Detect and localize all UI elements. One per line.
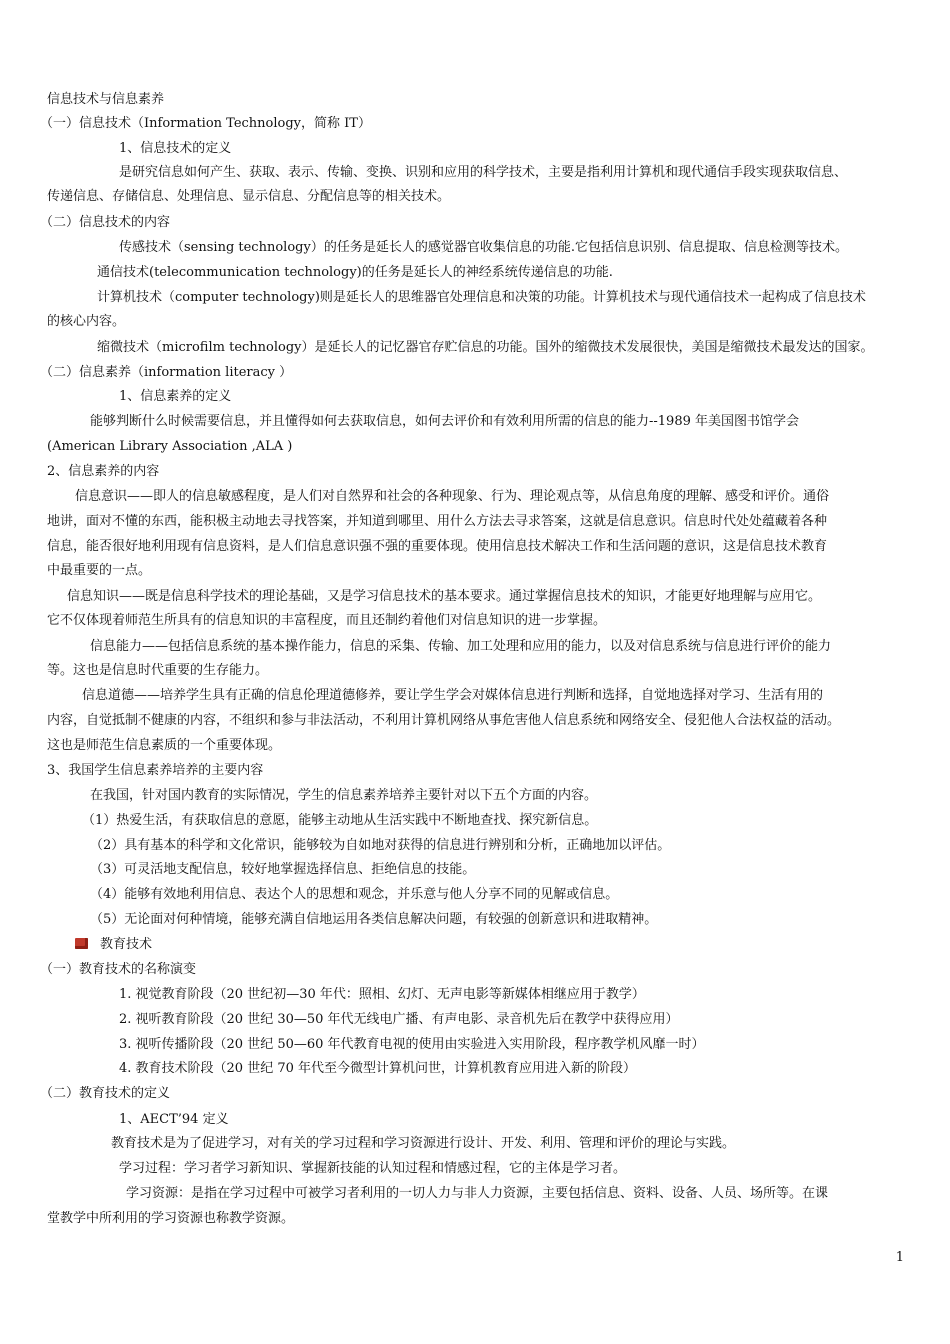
list-item: 2. 视听教育阶段（20 世纪 30—50 年代无线电广播、有声电影、录音机先后在教学中获得应用） bbox=[119, 1012, 679, 1027]
subsection-heading: 1、信息素养的定义 bbox=[119, 389, 232, 404]
list-item: 4. 教育技术阶段（20 世纪 70 年代至今微型计算机问世，计算机教育应用进入新的阶段） bbox=[119, 1061, 637, 1076]
paragraph-line: 计算机技术（computer technology)则是延长人的思维器官处理信息和决策的功能。计算机技术与现代通信技术一起构成了信息技术 bbox=[97, 290, 866, 305]
list-item: （2）具有基本的科学和文化常识，能够较为自如地对获得的信息进行辨别和分析，正确地加以评估。 bbox=[90, 838, 671, 853]
paragraph-line: 它不仅体现着师范生所具有的信息知识的丰富程度，而且还制约着他们对信息知识的进一步掌握。 bbox=[47, 613, 607, 628]
bullet-icon bbox=[75, 938, 88, 949]
paragraph-line: 传感技术（sensing technology）的任务是延长人的感觉器官收集信息的功能.它包括信息识别、信息提取、信息检测等技术。 bbox=[119, 240, 848, 255]
paragraph-line: 地讲，面对不懂的东西，能积极主动地去寻找答案，并知道到哪里、用什么方法去寻求答案，这就是信息意识。信息时代处处蕴藏着各种 bbox=[47, 514, 828, 529]
page-number: 1 bbox=[895, 1250, 904, 1265]
paragraph-line: 学习资源：是指在学习过程中可被学习者利用的一切人力与非人力资源，主要包括信息、资料、设备、人员、场所等。在课 bbox=[126, 1186, 829, 1201]
paragraph-line: 这也是师范生信息素质的一个重要体现。 bbox=[47, 738, 282, 753]
list-item: （1）热爱生活，有获取信息的意愿，能够主动地从生活实践中不断地查找、探究新信息。 bbox=[82, 813, 598, 828]
section-heading: （二）信息技术的内容 bbox=[40, 215, 171, 230]
paragraph-line: 能够判断什么时候需要信息，并且懂得如何去获取信息，如何去评价和有效利用所需的信息的能力--1989 年美国图书馆学会 bbox=[90, 414, 800, 429]
paragraph-line: 通信技术(telecommunication technology)的任务是延长人的神经系统传递信息的功能. bbox=[97, 265, 613, 280]
subsection-heading: 3、我国学生信息素养培养的主要内容 bbox=[47, 763, 264, 778]
list-item: （4）能够有效地利用信息、表达个人的思想和观念，并乐意与他人分享不同的见解或信息。 bbox=[90, 887, 619, 902]
list-item: （3）可灵活地支配信息，较好地掌握选择信息、拒绝信息的技能。 bbox=[90, 862, 476, 877]
section-heading: （二）信息素养（information literacy ） bbox=[40, 365, 293, 380]
paragraph-line: 内容，自觉抵制不健康的内容，不组织和参与非法活动，不利用计算机网络从事危害他人信息系统和网络安全、侵犯他人合法权益的活动。 bbox=[47, 713, 841, 728]
section-title-row bbox=[75, 933, 905, 957]
list-item: 1. 视觉教育阶段（20 世纪初—30 年代：照相、幻灯、无声电影等新媒体相继应用于教学） bbox=[119, 987, 645, 1002]
paragraph-line: 教育技术是为了促进学习，对有关的学习过程和学习资源进行设计、开发、利用、管理和评价的理论与实践。 bbox=[111, 1136, 736, 1151]
paragraph-line: 的核心内容。 bbox=[47, 314, 126, 329]
paragraph-line: 等。这也是信息时代重要的生存能力。 bbox=[47, 663, 269, 678]
paragraph-line: 信息意识——即人的信息敏感程度，是人们对自然界和社会的各种现象、行为、理论观点等，从信息角度的理解、感受和评价。通俗 bbox=[75, 489, 830, 504]
section-title: 教育技术 bbox=[100, 937, 153, 952]
paragraph-line: 缩微技术（microfilm technology）是延长人的记忆器官存贮信息的功能。国外的缩微技术发展很快，美国是缩微技术最发达的国家。 bbox=[97, 340, 874, 355]
paragraph-line: 信息道德——培养学生具有正确的信息伦理道德修养，要让学生学会对媒体信息进行判断和选择，自觉地选择对学习、生活有用的 bbox=[82, 688, 824, 703]
section-heading: （一）信息技术（Information Technology，简称 IT） bbox=[40, 116, 371, 131]
paragraph-line: 是研究信息如何产生、获取、表示、传输、变换、识别和应用的科学技术，主要是指利用计算机和现代通信手段实现获取信息、 bbox=[119, 165, 848, 180]
paragraph-line: 在我国，针对国内教育的实际情况，学生的信息素养培养主要针对以下五个方面的内容。 bbox=[90, 788, 598, 803]
list-item: （5）无论面对何种情境，能够充满自信地运用各类信息解决问题，有较强的创新意识和进取精神。 bbox=[90, 912, 658, 927]
paragraph-line: 传递信息、存储信息、处理信息、显示信息、分配信息等的相关技术。 bbox=[47, 189, 451, 204]
paragraph-line: 中最重要的一点。 bbox=[47, 563, 152, 578]
paragraph-line: 信息知识——既是信息科学技术的理论基础，又是学习信息技术的基本要求。通过掌握信息技术的知识，才能更好地理解与应用它。 bbox=[67, 589, 822, 604]
paragraph-line: 信息，能否很好地利用现有信息资料，是人们信息意识强不强的重要体现。使用信息技术解决工作和生活问题的意识，这是信息技术教育 bbox=[47, 539, 828, 554]
paragraph-line: 信息能力——包括信息系统的基本操作能力，信息的采集、传输、加工处理和应用的能力，以及对信息系统与信息进行评价的能力 bbox=[90, 639, 832, 654]
paragraph-line: (American Library Association ,ALA ) bbox=[47, 439, 293, 454]
subsection-heading: 2、信息素养的内容 bbox=[47, 464, 160, 479]
subsection-heading: 1、信息技术的定义 bbox=[119, 141, 232, 156]
doc-title: 信息技术与信息素养 bbox=[47, 92, 165, 107]
list-item: 3. 视听传播阶段（20 世纪 50—60 年代教育电视的使用由实验进入实用阶段，程序教学机风靡一时） bbox=[119, 1037, 705, 1052]
subsection-heading: 1、AECT’94 定义 bbox=[119, 1112, 229, 1127]
paragraph-line: 学习过程：学习者学习新知识、掌握新技能的认知过程和情感过程，它的主体是学习者。 bbox=[119, 1161, 627, 1176]
section-heading: （二）教育技术的定义 bbox=[40, 1086, 171, 1101]
section-heading: （一）教育技术的名称演变 bbox=[40, 962, 197, 977]
paragraph-line: 堂教学中所利用的学习资源也称教学资源。 bbox=[47, 1211, 295, 1226]
